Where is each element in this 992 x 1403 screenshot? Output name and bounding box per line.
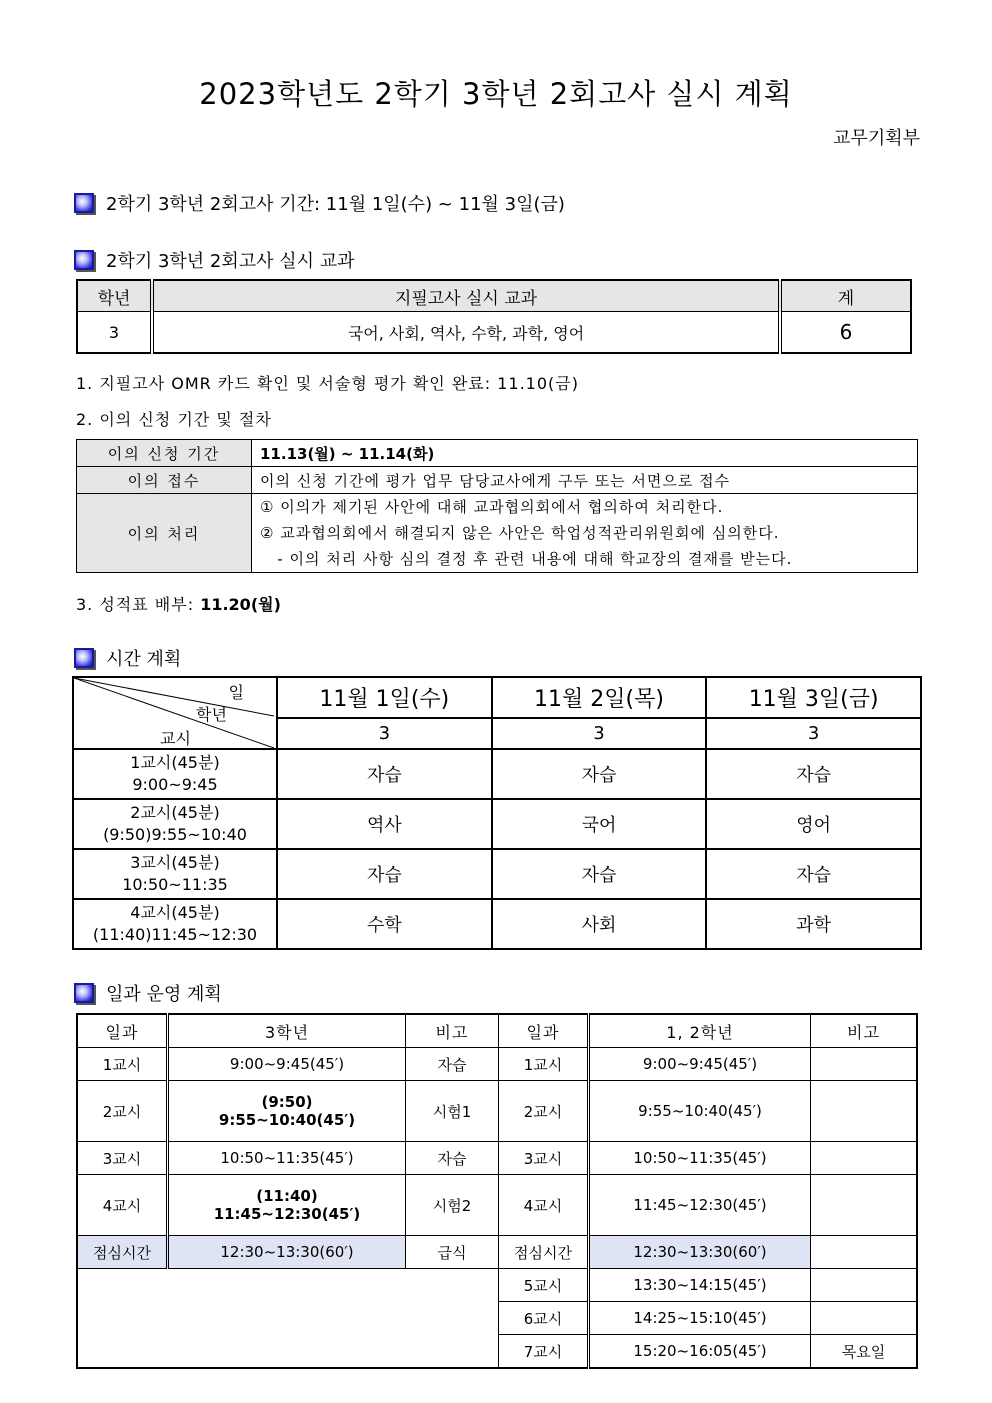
section-daily-plan (74, 980, 222, 1006)
table-row (77, 1269, 917, 1302)
square-bullet-icon (74, 193, 94, 213)
note-cell (811, 1175, 918, 1236)
day-header: 11월 3일(금) (706, 677, 921, 718)
time-cell: 10:50~11:35(45′) (168, 1142, 406, 1175)
corner-period: 교시 (160, 729, 191, 748)
section-heading: 일과 운영 계획 (106, 984, 222, 1005)
square-bullet-icon (74, 648, 94, 668)
note-cell: 자습 (406, 1048, 499, 1081)
section-heading: 시간 계획 (106, 649, 182, 670)
time-cell: 9:00~9:45(45′) (589, 1048, 811, 1081)
period-cell: 1교시(45분) 9:00~9:45 (73, 749, 277, 799)
appeal-process-label: 이의 처리 (77, 494, 252, 573)
time-cell: 15:20~16:05(45′) (589, 1335, 811, 1369)
header-cell: 학년 (77, 280, 152, 312)
grade-cell: 3 (277, 718, 492, 749)
schedule-table (72, 676, 922, 950)
period-cell: 1교시 (499, 1048, 589, 1081)
note-cell: 시험2 (406, 1175, 499, 1236)
table-row (73, 749, 921, 799)
period-cell: 2교시(45분) (9:50)9:55~10:40 (73, 799, 277, 849)
period-cell: 3교시 (499, 1142, 589, 1175)
table-row (73, 899, 921, 949)
daily-table (76, 1013, 918, 1369)
appeal-table (76, 439, 918, 573)
time-cell: 13:30~14:15(45′) (589, 1269, 811, 1302)
note-cell (811, 1142, 918, 1175)
corner-cell (73, 677, 277, 749)
time-cell: 9:00~9:45(45′) (168, 1048, 406, 1081)
appeal-period-label: 이의 신청 기간 (77, 440, 252, 467)
note-cell (811, 1269, 918, 1302)
subject-cell: 자습 (277, 749, 492, 799)
corner-grade: 학년 (196, 705, 227, 724)
square-bullet-icon (74, 983, 94, 1003)
period-cell: 점심시간 (77, 1236, 168, 1269)
time-cell: (11:40) 11:45~12:30(45′) (168, 1175, 406, 1236)
process-line: ① 이의가 제기된 사안에 대해 교과협의회에서 협의하여 처리한다. (260, 498, 724, 516)
section-heading: 2학기 3학년 2회고사 기간: 11월 1일(수) ~ 11월 3일(금) (106, 194, 565, 215)
period-cell: 4교시(45분) (11:40)11:45~12:30 (73, 899, 277, 949)
subject-cell: 국어 (492, 799, 707, 849)
note-appeal: 2. 이의 신청 기간 및 절차 (76, 410, 272, 429)
section-exam-period (74, 190, 565, 216)
period-cell: 5교시 (499, 1269, 589, 1302)
header-cell: 일과 (77, 1014, 168, 1048)
period-cell: 3교시(45분) 10:50~11:35 (73, 849, 277, 899)
empty-cell (77, 1269, 499, 1369)
subject-cell: 자습 (706, 849, 921, 899)
table-row (77, 1175, 917, 1236)
time-cell: 12:30~13:30(60′) (589, 1236, 811, 1269)
subject-cell: 과학 (706, 899, 921, 949)
grade-cell: 3 (706, 718, 921, 749)
appeal-receipt-value: 이의 신청 기간에 평가 업무 담당교사에게 구두 또는 서면으로 접수 (252, 467, 918, 494)
grade-cell: 3 (77, 312, 152, 354)
process-line: ② 교과협의회에서 해결되지 않은 사안은 학업성적관리위원회에 심의한다. (260, 524, 780, 542)
period-cell: 4교시 (77, 1175, 168, 1236)
subject-cell: 영어 (706, 799, 921, 849)
table-row (73, 799, 921, 849)
table-row (77, 1142, 917, 1175)
note-report-card: 3. 성적표 배부: 11.20(월) (76, 595, 281, 614)
subject-cell: 자습 (492, 849, 707, 899)
time-cell: (9:50) 9:55~10:40(45′) (168, 1081, 406, 1142)
table-row (73, 849, 921, 899)
day-header: 11월 1일(수) (277, 677, 492, 718)
header-cell: 3학년 (168, 1014, 406, 1048)
time-cell: 11:45~12:30(45′) (589, 1175, 811, 1236)
note-cell: 급식 (406, 1236, 499, 1269)
subject-cell: 자습 (706, 749, 921, 799)
subjects-cell: 국어, 사회, 역사, 수학, 과학, 영어 (152, 312, 780, 354)
time-cell: 10:50~11:35(45′) (589, 1142, 811, 1175)
period-cell: 1교시 (77, 1048, 168, 1081)
square-bullet-icon (74, 250, 94, 270)
note-cell (811, 1081, 918, 1142)
appeal-period-value: 11.13(월) ~ 11.14(화) (252, 440, 918, 467)
time-cell: 12:30~13:30(60′) (168, 1236, 406, 1269)
subject-cell: 자습 (492, 749, 707, 799)
table-row (77, 1081, 917, 1142)
subject-cell: 수학 (277, 899, 492, 949)
corner-day: 일 (228, 683, 244, 702)
note-cell (811, 1236, 918, 1269)
note-cell: 자습 (406, 1142, 499, 1175)
subjects-table (76, 279, 912, 354)
subject-cell: 사회 (492, 899, 707, 949)
period-cell: 2교시 (499, 1081, 589, 1142)
note-cell: 시험1 (406, 1081, 499, 1142)
grade-cell: 3 (492, 718, 707, 749)
header-cell: 비고 (811, 1014, 918, 1048)
header-cell: 비고 (406, 1014, 499, 1048)
subject-cell: 자습 (277, 849, 492, 899)
day-header: 11월 2일(목) (492, 677, 707, 718)
time-cell: 14:25~15:10(45′) (589, 1302, 811, 1335)
period-cell: 2교시 (77, 1081, 168, 1142)
department: 교무기획부 (833, 128, 920, 149)
note-omr: 1. 지필고사 OMR 카드 확인 및 서술형 평가 확인 완료: 11.10(금) (76, 374, 579, 393)
time-cell: 9:55~10:40(45′) (589, 1081, 811, 1142)
process-line: - 이의 처리 사항 심의 결정 후 관련 내용에 대해 학교장의 결재를 받는다. (260, 550, 793, 568)
page-title: 2023학년도 2학기 3학년 2회고사 실시 계획 (199, 77, 793, 111)
period-cell: 7교시 (499, 1335, 589, 1369)
section-time-plan (74, 645, 181, 671)
period-cell: 점심시간 (499, 1236, 589, 1269)
table-row (77, 1048, 917, 1081)
section-subjects (74, 247, 355, 273)
appeal-process-value (252, 494, 918, 573)
count-cell: 6 (780, 312, 911, 354)
header-cell: 지필고사 실시 교과 (152, 280, 780, 312)
period-cell: 6교시 (499, 1302, 589, 1335)
note-cell: 목요일 (811, 1335, 918, 1369)
period-cell: 4교시 (499, 1175, 589, 1236)
appeal-receipt-label: 이의 접수 (77, 467, 252, 494)
header-cell: 계 (780, 280, 911, 312)
table-row (77, 1236, 917, 1269)
header-cell: 일과 (499, 1014, 589, 1048)
header-cell: 1, 2학년 (589, 1014, 811, 1048)
section-heading: 2학기 3학년 2회고사 실시 교과 (106, 251, 355, 272)
note-cell (811, 1048, 918, 1081)
subject-cell: 역사 (277, 799, 492, 849)
period-cell: 3교시 (77, 1142, 168, 1175)
note-cell (811, 1302, 918, 1335)
